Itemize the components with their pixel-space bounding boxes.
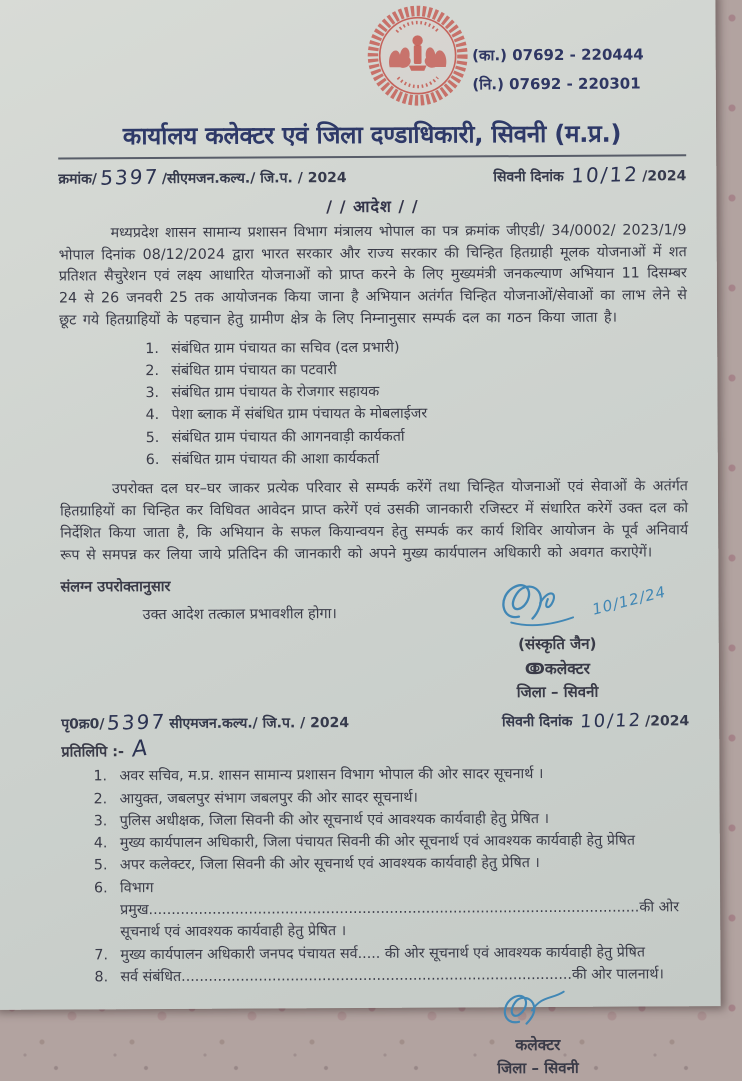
list-text: संबंधित ग्राम पंचायत का पटवारी [171,361,337,379]
team-list-item [145,357,687,382]
list-text: संबंधित ग्राम पंचायत की आशा कार्यकर्ता [171,450,380,469]
order-heading: / / आदेश / / [326,196,419,217]
list-text: अवर सचिव, म.प्र. शासन सामान्य प्रशासन विभाग भोपाल की ओर सादर सूचनार्थ । [119,766,544,785]
distribution-list-item [94,829,690,854]
distribution-list-item [93,762,689,787]
list-text: अपर कलेक्टर, जिला सिवनी की ओर सूचनार्थ एवं आवश्यक कार्यवाही हेतु प्रेषित । [119,855,540,874]
list-text: मुख्य कार्यपालन अधिकारी, जिला पंचायत सिवनी की ओर सूचनार्थ एवं आवश्यक कार्यवाही हेतु प्रेषित [119,832,636,852]
reference-number-line [58,161,686,188]
list-number: 7. [94,946,109,963]
signatory-designation: ↂ​कलेक्टर [524,660,590,679]
instruction-paragraph: उपरोक्त दल घर–घर जाकर प्रत्येक परिवार से सम्पर्क करेंगें तथा चिन्हित योजनाओं एवं सेवाओं के अतंर्गत हितग्राहियों का चिन्हित कर विधिवत आवेदन प्राप्त करेगें एवं उसकी जानकारी रजिस्टर में संधारित करेगें उक्त दल को निर्देशित किया जाता है, कि अभियान के सफल कियान्वयन हेतु सम्पर्क कर कार्य शिविर आयोजन के पूर्व अनिवार्य रूप से समपन्न कर लिया जाये प्रतिदिन की जानकारी को अपने मुख्य कार्यपालन अधिकारी को अवगत कराऐगें। [60,478,689,564]
distribution-list-item [94,941,690,966]
signature-block [439,574,675,703]
list-number: 1. [145,340,159,357]
team-list-item [146,446,688,471]
phone-residence-line: (नि.) 07692 - 220301 [472,74,641,94]
list-text: विभाग प्रमुख............................................................................................................की ओर सूचनार्थ एवं आवश्यक कार्यवाही हेतु प्रेषित । [119,879,680,941]
list-number: 4. [145,407,160,424]
distribution-list-item [94,852,690,877]
distribution-list-item [94,785,690,810]
distribution-list-item [94,963,690,988]
mp-state-emblem-icon [365,3,470,112]
team-list [145,335,688,472]
opening-paragraph: मध्यप्रदेश शासन सामान्य प्रशासन विभाग मंत्रालय भोपाल का पत्र क्रमांक जीएडी/ 34/0002/ 2023/1/9 भोपाल दिनांक 08/12/2024 द्वारा भारत सरकार और राज्य सरकार की चिन्हित हितग्राही मूलक योजनाओं में शत प्रतिशत सैचुरेशन एवं लक्ष्य आधारित योजनाओं को प्राप्त करने के लिए मुख्यमंत्री जनकल्याण अभियान 11 दिसम्बर 24 से 26 जनवरी 25 तक आयोजनक किया जाना है अभियान अतंर्गत चिन्हित योजनाओं/सेवाओं का लाभ लेने से छूट गये हितग्राहियों के पहचान हेतु ग्रामीण क्षेत्र के लिए निम्नानुसार सम्पर्क दल का गठन किया जाता है। [58,222,687,329]
list-number: 5. [93,857,108,874]
distribution-list-item [94,807,690,832]
phone-office-line: (का.) 07692 - 220444 [472,45,644,65]
footer-designation: कलेक्टर [515,1036,561,1055]
list-text: सर्व संबंधित......................................................................................की ओर पालनार्थ। [120,966,664,986]
copy-to-label: प्रतिलिपि :- A [61,736,149,763]
list-number: 4. [93,835,108,852]
pen-tick-mark: ↂ​ [524,660,545,679]
list-text: पुलिस अधीक्षक, जिला सिवनी की ओर सूचनार्थ एवं आवश्यक कार्यवाही हेतु प्रेषित । [119,810,550,830]
copy-mark-handwritten: A [130,736,149,763]
endorsement-serial: पृ0क्र0/ 5397 सीएमजन.कल्य./ जि.प. / 2024 [61,709,350,736]
list-number: 6. [93,880,108,897]
footer-district: जिला – सिवनी [497,1059,579,1078]
list-number: 6. [145,452,160,469]
collector-signature-icon [487,617,627,637]
team-list-item [145,379,687,404]
endorsement-number-line [61,706,690,736]
closing-section [60,574,689,705]
list-number: 2. [93,790,108,807]
place-date: सिवनी दिनांक 10/12 /2024 [493,161,687,188]
list-text: संबंधित ग्राम पंचायत का सचिव (दल प्रभारी) [171,339,400,357]
serial-number: क्रमांक/ 5397 /सीएमजन.कल्य./ जि.प. / 2024 [58,164,347,190]
enclosure-note: संलग्न उपरोक्तानुसार [60,579,171,596]
list-text: पेशा ब्लाक में संबंधित ग्राम पंचायत के मोबलाईजर [171,406,428,424]
team-list-item [145,335,687,360]
list-number: 5. [145,429,160,446]
team-list-item [145,402,687,427]
date-handwritten: 10/12 [570,161,641,188]
list-number: 3. [93,813,108,830]
footer-signature-block [433,986,643,1079]
list-text: संबंधित ग्राम पंचायत की आगनवाड़ी कार्यकर्ता [171,428,405,446]
effectiveness-note: उक्त आदेश तत्काल प्रभावशील होगा। [142,606,337,624]
endorsement-place-date: सिवनी दिनांक 10/12 /2024 [501,710,690,733]
serial-number-handwritten: 5397 [99,164,160,190]
list-number: 3. [145,385,160,402]
list-number: 8. [94,969,109,986]
office-title: कार्यालय कलेक्टर एवं जिला दण्डाधिकारी, सिवनी (म.प्र.) [58,116,686,159]
signature-date-note: 10/12/24 [590,582,668,619]
list-number: 1. [93,768,108,785]
endorsement-date-handwritten: 10/12 [579,710,643,733]
list-text: मुख्य कार्यपालन अधिकारी जनपद पंचायत सर्व..... की ओर सूचनार्थ एवं आवश्यक कार्यवाही हेतु प्रेषित [120,944,646,963]
signatory-name: (संस्कृति जैन) [518,634,597,654]
list-number: 2. [145,362,160,379]
distribution-list [93,762,690,988]
team-list-item [146,424,688,449]
letterhead [57,0,686,115]
list-text: आयुक्त, जबलपुर संभाग जबलपुर की ओर सादर सूचनार्थ। [119,789,418,807]
distribution-list-item [94,874,690,944]
signatory-district: जिला – सिवनी [516,682,599,702]
list-text: संबंधित ग्राम पंचायत के रोजगार सहायक [171,384,380,402]
endorsement-number-handwritten: 5397 [106,709,168,736]
